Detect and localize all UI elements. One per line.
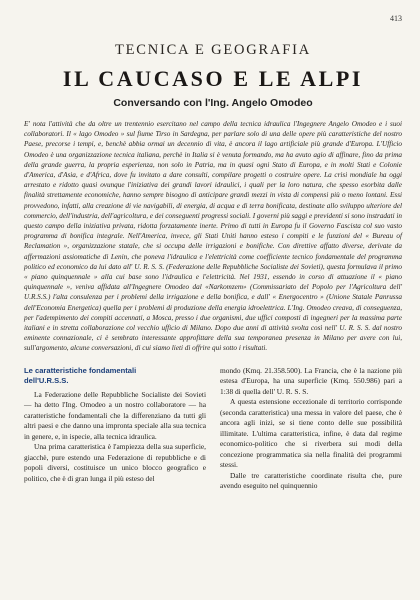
left-paragraph-1: La Federazione delle Repubbliche Socialiste dei Sovieti — ha detto l'Ing. Omodeo a un nostro collaboratore — ha caratteristiche fondamentali che la differenziano da tutti gli altri paesi e che danno una impronta speciale alla sua tecnica in genere, e, in ispecie, alla tecnica idraulica. (24, 389, 206, 441)
right-paragraph-2: A questa estensione eccezionale di territorio corrisponde (seconda caratteristica) una messa in valore del paese, che è ancora agli inizi, se si tiene conto delle sue possibilità illimitate. L'ultima caratteristica, infine, è data dal regime economico-politico che si riverbera sui modi della concezione programmatica sia nella finalità dei programmi stessi. (220, 397, 402, 470)
right-column (220, 366, 402, 492)
section-heading-line-1: Le caratteristiche fondamentali (24, 365, 137, 375)
intro-paragraph: E' nota l'attività che da oltre un trentennio esercitano nel campo della tecnica idraulica l'Ingegnere Angelo Omodeo e i suoi collaboratori. Il « lago Omodeo » sul fiume Tirso in Sardegna, per parlare solo di una delle opere più caratteristiche del nostro Paese, precorse i tempi, e, benchè abbia ormai un decennio di vita, è ancora il lago artificiale più grande d'Europa. L'Ufficio Omodeo è una organizzazione tecnica italiana, perchè in Italia si è venuta formando, ma ha avuto agio di affinare, fino da prima della grande guerra, la propria esperienza, non solo in Patria, ma in quasi ogni Stato di Europa, e in molti Stati e Colonie d'America, d'Asia, e d'Africa, dove fu invitato a dare consulti, compilare progetti o costruire opere. La crisi mondiale ha oggi arrestato e ridotto quasi ovunque l'iniziativa dei grandi lavori idraulici, i quali per la loro natura, che spesso esorbita dalle finalità strettamente economiche, hanno sempre bisogno di anticipare grandi mezzi in vista di compensi più o meno lontani. Essi provvedono, infatti, alla creazione di vie navigabili, di energia, di acqua e di terra bonificata, destinate allo sviluppo ulteriore del commercio, dell'industria, dell'agricoltura, e dei conseguenti progressi sociali. I governi più saggi e previdenti si sono instradati in questo campo della iniziativa privata, ridotta forzatamente inerte. Primo di tutti in Europa fu il Governo Fascista col suo vasto programma di bonifica integrale. Nell'America, invece, gli Stati Uniti hanno esteso i compiti e le funzioni del « Bureau of Reclamation », organizzazione statale, che si occupa delle irrigazioni e bonifiche. Con direttive affatto diverse, derivate da affermazioni assiomatiche di Lenin, che poneva l'idraulica e l'elettricità come coefficiente tecnico fondamentale del programma politico ed economico da lui dato all' U. R. S. S. (Federazione delle Repubbliche Socialiste dei Sovieti), questa formulava il primo « piano quinquennale » alla cui base sono l'idraulica e l'elettricità. Nel 1931, essendo in corso di attuazione il « piano quinquennale », veniva affidata all'Ingegnere Omodeo dal «Narkomzem» (Commissariato del Popolo per l'Agricoltura dell' U.R.S.S.) l'alta consulenza per i problemi della irrigazione e della bonifica, e dall' « Energocentro » (Unione Statale Panrussa dell'Economia Energetica) quella per i problemi di produzione della energia idroelettrica. L'Ing. Omodeo creava, di conseguenza, per l'adempimento dei compiti accennati, a Mosca, presso i due organismi, due uffici composti di ingegneri per la massima parte italiani e in stretta collaborazione col vecchio ufficio di Milano. Dopo due anni di attività svolta così nell' U. R. S. S. dal nostro eminente connazionale, ci è sembrato interessante approfittare della sua temporanea presenza in Milano per avere con lui, sull'argomento, alcune conversazioni, di cui siamo lieti di offrire qui sotto i risultati. (24, 120, 402, 353)
left-paragraph-2: Una prima caratteristica è l'ampiezza della sua superficie, giacchè, pure estendo una Federazione di repubbliche e di popoli diversi, costituisce un unico blocco geografico e politico, che è di gran lunga il più esteso del (24, 442, 206, 483)
body-columns (24, 366, 402, 492)
right-paragraph-3: Dalle tre caratteristiche coordinate risulta che, pure avendo eseguito nel quinquennio (220, 470, 402, 491)
magazine-page (24, 14, 402, 594)
left-column (24, 366, 206, 492)
main-title: IL CAUCASO E LE ALPI (62, 66, 364, 91)
subtitle: Conversando con l'Ing. Angelo Omodeo (113, 97, 313, 109)
section-title: TECNICA E GEOGRAFIA (114, 42, 312, 58)
right-paragraph-1: mondo (Kmq. 21.358.500). La Francia, che è la nazione più estesa d'Europa, ha una superficie (Kmq. 550.986) pari a 1:38 di quella dell' U. R. S. S. (220, 365, 402, 396)
section-heading (24, 366, 206, 387)
section-heading-line-2: dell'U.R.S.S. (24, 376, 69, 386)
page-number: 413 (390, 14, 402, 23)
